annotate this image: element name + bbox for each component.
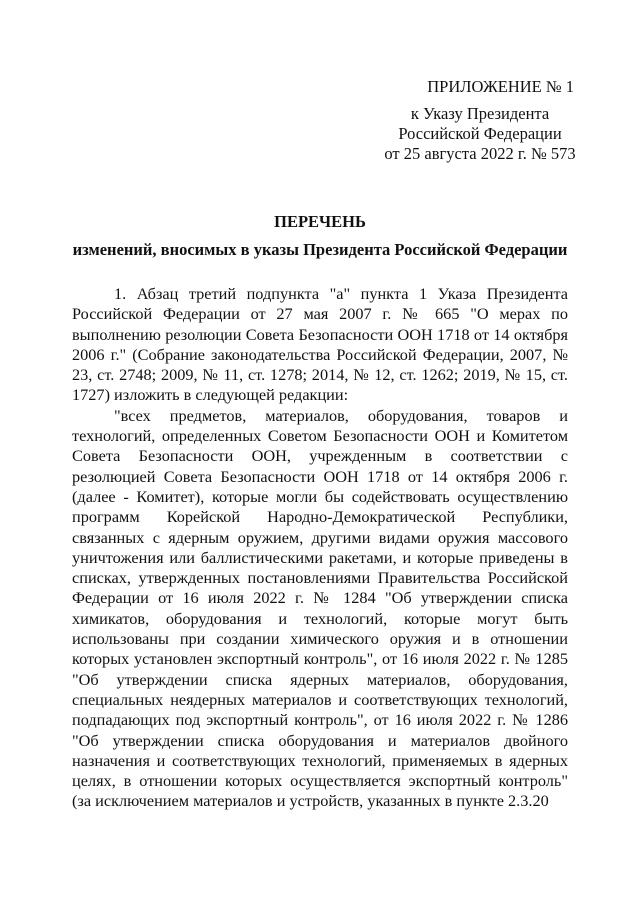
annex-number: ПРИЛОЖЕНИЕ № 1 [427, 77, 574, 96]
document-body [72, 284, 568, 812]
annex-header [300, 77, 600, 164]
body-paragraph: "всех предметов, материалов, оборудования, товаров и технологий, определенных Советом Безопасности ООН и Комитетом Совета Безопасности ООН, учрежденным в соответствии с резолюцией Совета Безопасности ООН 1718 от 14 октября 2006 г. (далее - Комитет), которые могли бы содействовать осуществлению программ Корейской Народно-Демократической Республики, связанных с ядерным оружием, другими видами оружия массового уничтожения или баллистическими ракетами, и которые приведены в списках, утвержденных постановлениями Правительства Российской Федерации от 16 июля 2022 г. № 1284 "Об утверждении списка химикатов, оборудования и технологий, которые могут быть использованы при создании химического оружия и в отношении которых установлен экспортный контроль", от 16 июля 2022 г. № 1285 "Об утверждении списка ядерных материалов, оборудования, специальных неядерных материалов и соответствующих технологий, подпадающих под экспортный контроль", от 16 июля 2022 г. № 1286 "Об утверждении списка оборудования и материалов двойного назначения и соответствующих технологий, применяемых в ядерных целях, в отношении которых осуществляется экспортный контроль" (за исключением материалов и устройств, указанных в пункте 2.3.20 [72, 405, 568, 811]
document-title: ПЕРЕЧЕНЬ [274, 212, 366, 231]
body-paragraph: 1. Абзац третий подпункта "а" пункта 1 Указа Президента Российской Федерации от 27 мая 2007 г. № 665 "О мерах по выполнению резолюции Совета Безопасности ООН 1718 от 14 октября 2006 г." (Собрание законодательства Российской Федерации, 2007, № 23, ст. 2748; 2009, № 11, ст. 1278; 2014, № 12, ст. 1262; 2019, № 15, ст. 1727) изложить в следующей редакции: [72, 284, 568, 405]
annex-date: от 25 августа 2022 г. № 573 [384, 144, 576, 163]
annex-decree-ref: к Указу Президента [410, 104, 550, 123]
annex-issuer: Российской Федерации [398, 124, 562, 143]
document-subtitle: изменений, вносимых в указы Президента Российской Федерации [72, 240, 568, 259]
